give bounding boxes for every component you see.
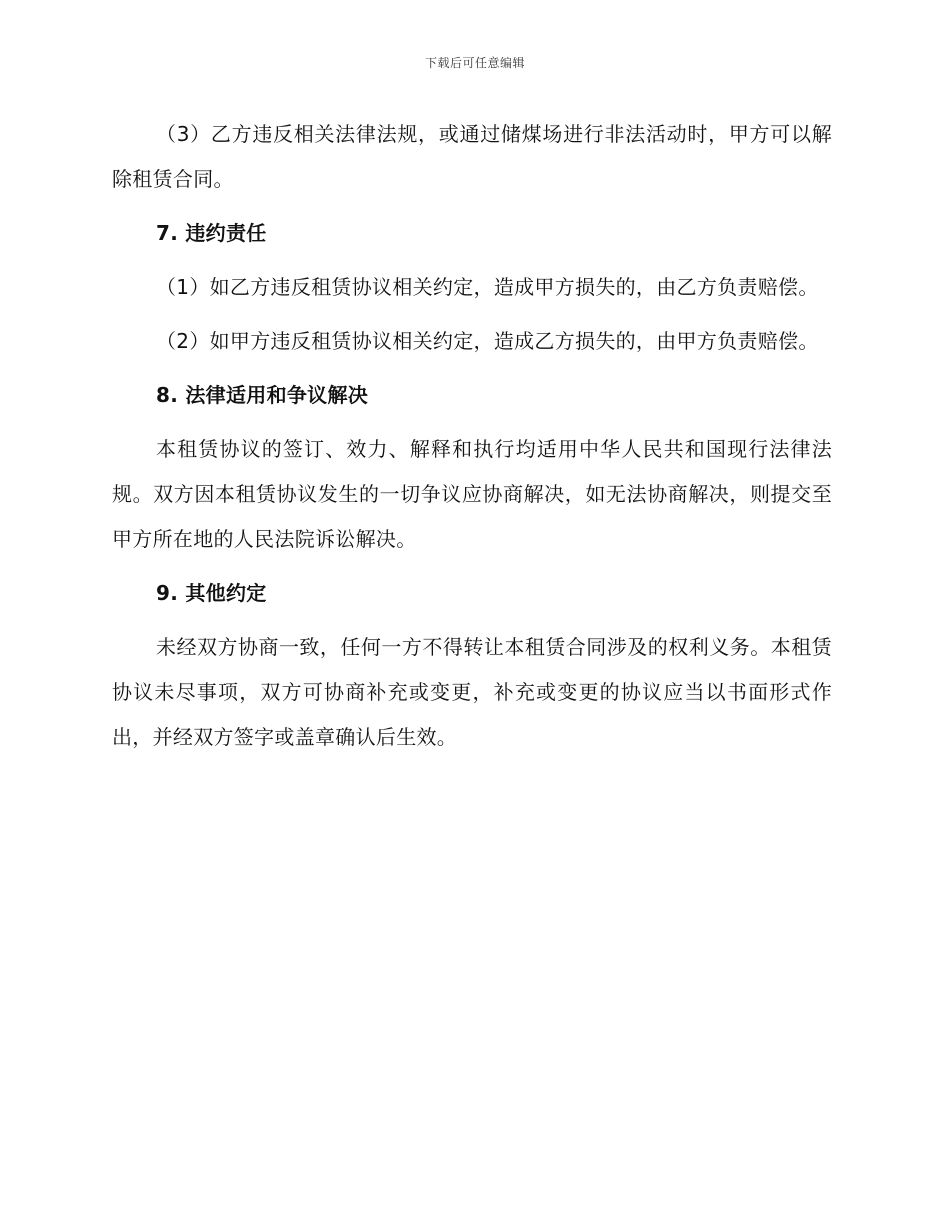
section-7-item-1: （1）如乙方违反租赁协议相关约定，造成甲方损失的，由乙方负责赔偿。 bbox=[156, 275, 819, 299]
section-8-body: 本租赁协议的签订、效力、解释和执行均适用中华人民共和国现行法律法规。双方因本租赁协议发生的一切争议应协商解决，如无法协商解决，则提交至甲方所在地的人民法院诉讼解决。 bbox=[112, 437, 832, 551]
clause-6-item-3: （3）乙方违反相关法律法规，或通过储煤场进行非法活动时，甲方可以解除租赁合同。 bbox=[112, 122, 832, 191]
section-7-title: 7. 违约责任 bbox=[156, 221, 267, 245]
document-body bbox=[112, 112, 832, 769]
section-8-title: 8. 法律适用和争议解决 bbox=[156, 383, 369, 407]
section-9-body: 未经双方协商一致，任何一方不得转让本租赁合同涉及的权利义务。本租赁协议未尽事项，双方可协商补充或变更，补充或变更的协议应当以书面形式作出，并经双方签字或盖章确认后生效。 bbox=[112, 635, 832, 749]
page-header: 下载后可任意编辑 bbox=[424, 56, 525, 70]
section-7-item-2: （2）如甲方违反租赁协议相关约定，造成乙方损失的，由甲方负责赔偿。 bbox=[156, 329, 819, 353]
section-9-title: 9. 其他约定 bbox=[156, 581, 267, 605]
